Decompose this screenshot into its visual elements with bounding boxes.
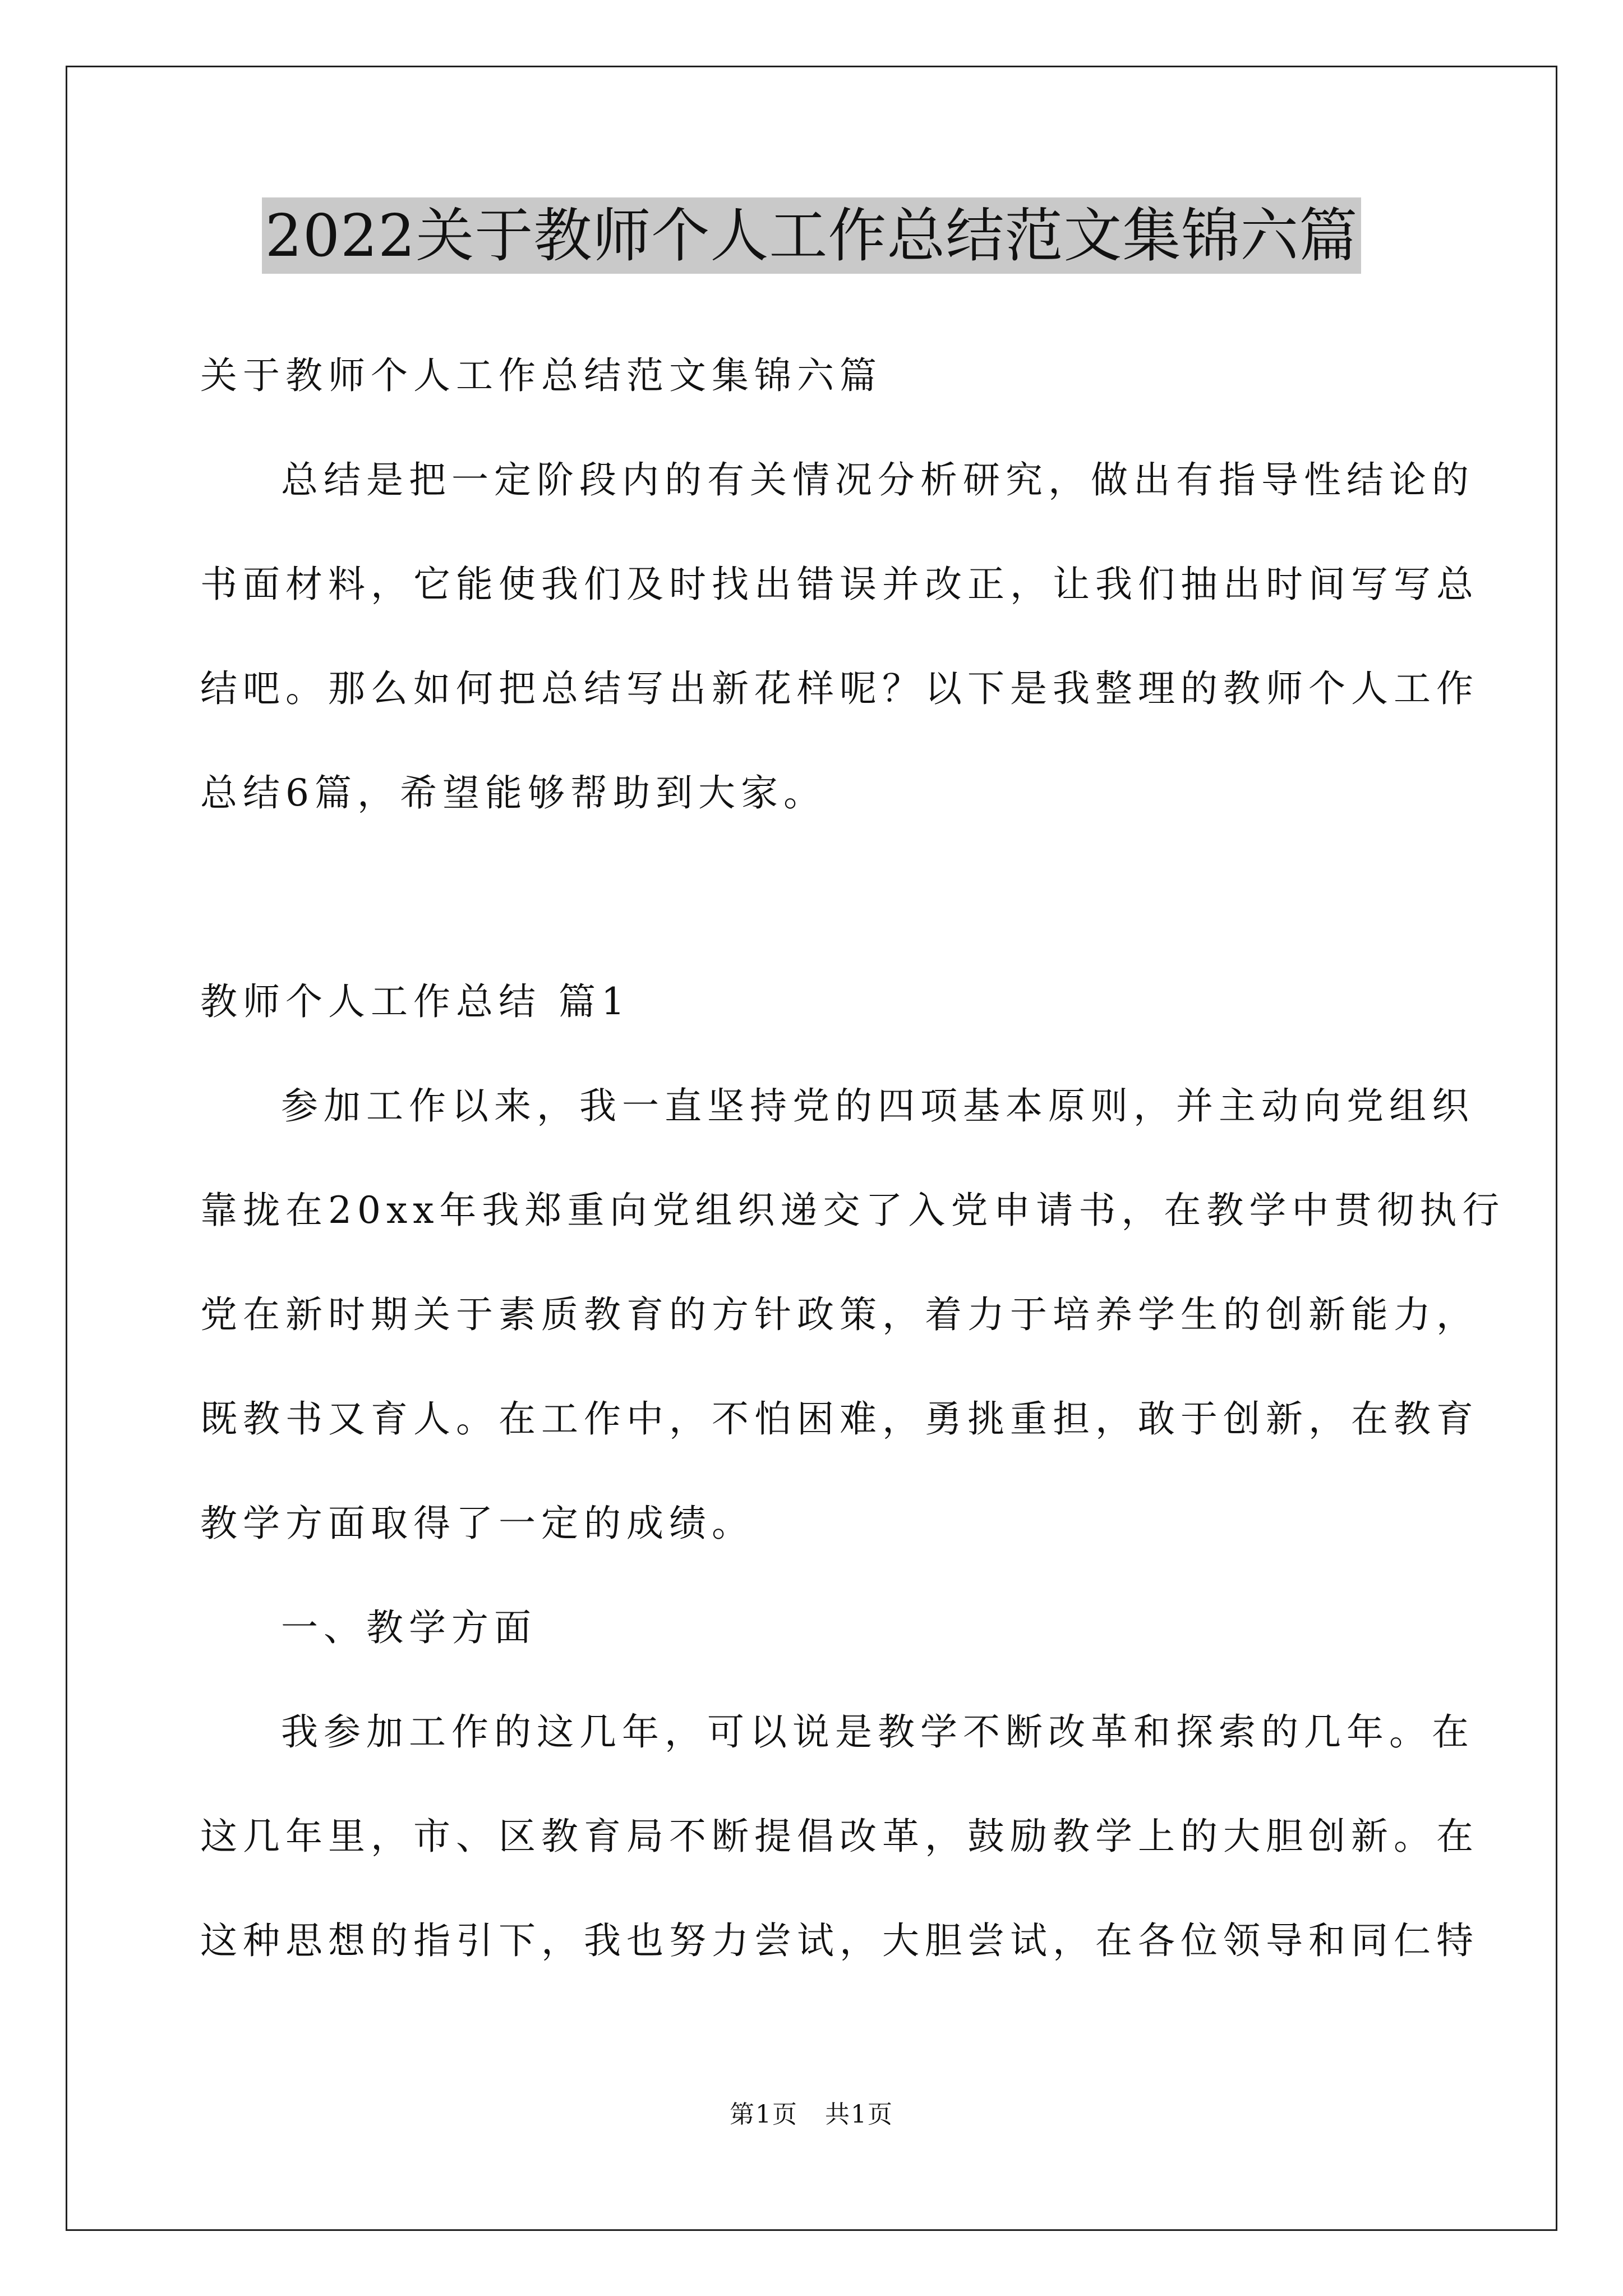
text-line: 既教书又育人。在工作中，不怕困难，勇挑重担，敢于创新，在教育 [200,1397,1479,1441]
text-line: 教师个人工作总结 篇1 [200,980,630,1023]
title-container [0,197,1623,274]
text-line: 总结是把一定阶段内的有关情况分析研究，做出有指导性结论的 [281,458,1474,501]
text-line: 党在新时期关于素质教育的方针政策，着力于培养学生的创新能力， [200,1293,1479,1336]
text-line: 一、教学方面 [281,1606,537,1649]
text-line: 靠拢在20xx年我郑重向党组织递交了入党申请书，在教学中贯彻执行 [200,1189,1505,1232]
blank-line [200,867,1434,971]
text-line: 总结6篇，希望能够帮助到大家。 [200,771,826,815]
text-line: 书面材料，它能使我们及时找出错误并改正，让我们抽出时间写写总 [200,563,1479,606]
text-line: 这种思想的指引下，我也努力尝试，大胆尝试，在各位领导和同仁特 [200,1919,1479,1962]
document-title: 2022关于教师个人工作总结范文集锦六篇 [262,197,1362,274]
document-body [200,345,1505,2014]
text-line: 这几年里，市、区教育局不断提倡改革，鼓励教学上的大胆创新。在 [200,1815,1479,1858]
page-footer: 第1页 共1页 [730,2100,893,2129]
text-line: 我参加工作的这几年，可以说是教学不断改革和探索的几年。在 [281,1710,1474,1754]
text-line: 教学方面取得了一定的成绩。 [200,1502,754,1545]
text-line: 关于教师个人工作总结范文集锦六篇 [200,354,882,397]
text-line: 参加工作以来，我一直坚持党的四项基本原则，并主动向党组织 [281,1084,1474,1128]
text-line: 结吧。那么如何把总结写出新花样呢？以下是我整理的教师个人工作 [200,667,1479,710]
